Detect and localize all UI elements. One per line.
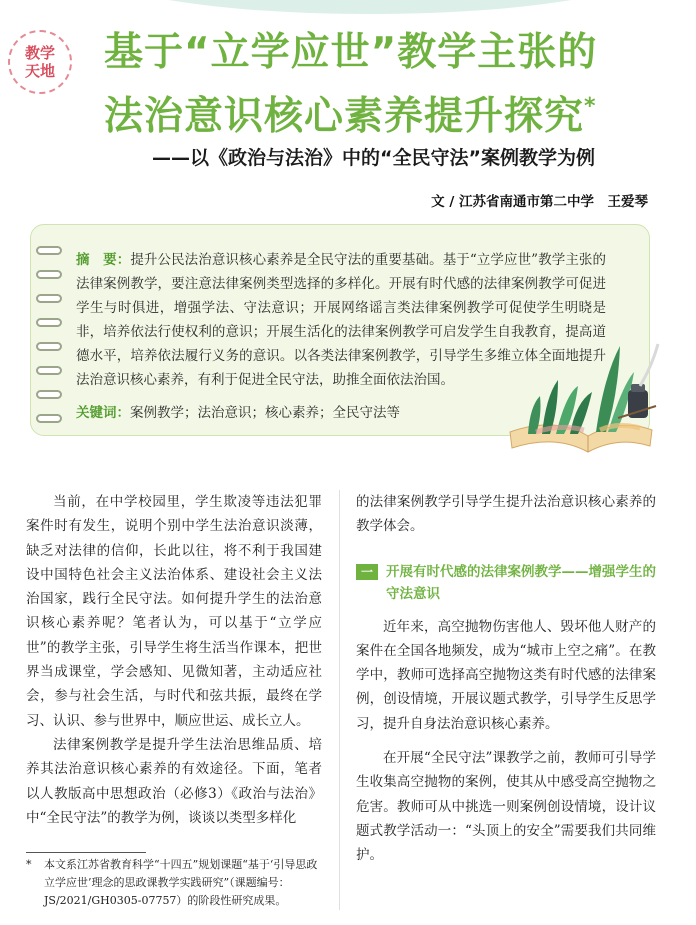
binder-ring (36, 390, 62, 399)
section-number-badge: 一 (356, 564, 378, 580)
title-line-1: 基于“立学应世”教学主张的 (104, 30, 598, 75)
title-footnote-marker: * (584, 94, 597, 119)
badge-line-2: 天地 (24, 62, 55, 80)
body-paragraph: 的法律案例教学引导学生提升法治意识核心素养的教学体会。 (356, 494, 656, 535)
keywords-label: 关键词： (76, 405, 130, 421)
footnote-text: 本文系江苏省教育科学“十四五”规划课题“基于‘引导思政 立学应世’理念的思政课教学实践研究”（课题编号：JS/2021/GH0305-07757）的阶段性研究成果。 (44, 858, 318, 907)
column-badge (8, 30, 72, 94)
footnote-rule (26, 852, 146, 853)
binder-ring (36, 318, 62, 327)
header-decoration (90, 0, 650, 14)
footnote-marker: * (26, 858, 32, 871)
left-column (26, 490, 322, 830)
binder-ring (36, 366, 62, 375)
column-divider (339, 490, 340, 910)
abstract-text: 提升公民法治意识核心素养是全民守法的重要基础。基于“立学应世”教学主张的法律案例教学，要注意法律案例类型选择的多样化。开展有时代感的法律案例教学可促进学生与时俱进，增强学法、守法意识；开展网络谣言类法律案例教学可促使学生明晓是非，培养依法行使权利的意识；开展生活化的法律案例教学可启发学生自我教育，提高道德水平，培养依法履行义务的意识。以各类法律案例教学，引导学生多维立体全面地提升法治意识核心素养，有利于促进全民守法，助推全面依法治国。 (76, 252, 606, 388)
binder-ring (36, 246, 62, 255)
right-column (356, 490, 656, 868)
title-line-2 (104, 80, 684, 144)
title-line-2-text: 法治意识核心素养提升探究 (104, 94, 585, 139)
book-plant-illustration (500, 336, 660, 466)
abstract-label: 摘 要： (76, 252, 131, 268)
section-heading (356, 561, 656, 605)
badge-line-1: 教学 (24, 44, 55, 62)
footnote (26, 856, 324, 910)
article-subtitle: ——以《政治与法治》中的“全民守法”案例教学为例 (152, 147, 595, 169)
body-paragraph: 当前，在中学校园里，学生欺凌等违法犯罪案件时有发生，说明个别中学生法治意识淡薄，缺乏对法律的信仰，长此以往，将不利于我国建设中国特色社会主义法治体系、建设社会主义法治国家，践行全民守法。如何提升学生的法治意识核心素养呢？笔者认为，可以基于“立学应世”的教学主张，引导学生将生活当作课本，把世界当成课堂，学会感知、见微知著，主动适应社会，参与社会生活，与时代和弦共振，最终在学习、认识、参与世界中，顺应世运、成长立人。 (26, 494, 322, 729)
binder-ring (36, 414, 62, 423)
body-paragraph: 法律案例教学是提升学生法治思维品质、培养其法治意识核心素养的有效途径。下面，笔者以人教版高中思想政治（必修3）《政治与法治》中“全民守法”的教学为例，谈谈以类型多样化 (26, 736, 322, 826)
author-line: 文 / 江苏省南通市第二中学 王爱琴 (431, 194, 648, 210)
binder-ring (36, 342, 62, 351)
binder-ring (36, 270, 62, 279)
binder-ring (36, 294, 62, 303)
body-paragraph: 在开展“全民守法”课教学之前，教师可引导学生收集高空抛物的案例，使其从中感受高空抛物之危害。教师可从中挑选一则案例创设情境，设计议题式教学活动一：“头顶上的安全”需要我们共同维护。 (356, 750, 656, 864)
article-title (104, 26, 684, 144)
keywords-text: 案例教学；法治意识；核心素养；全民守法等 (130, 405, 400, 421)
body-paragraph: 近年来，高空抛物伤害他人、毁坏他人财产的案件在全国各地频发，成为“城市上空之痛”。在教学中，教师可选择高空抛物这类有时代感的法律案例，创设情境，开展议题式教学，引导学生反思学习，提升自身法治意识核心素养。 (356, 618, 656, 732)
section-title: 开展有时代感的法律案例教学——增强学生的守法意识 (386, 563, 656, 602)
